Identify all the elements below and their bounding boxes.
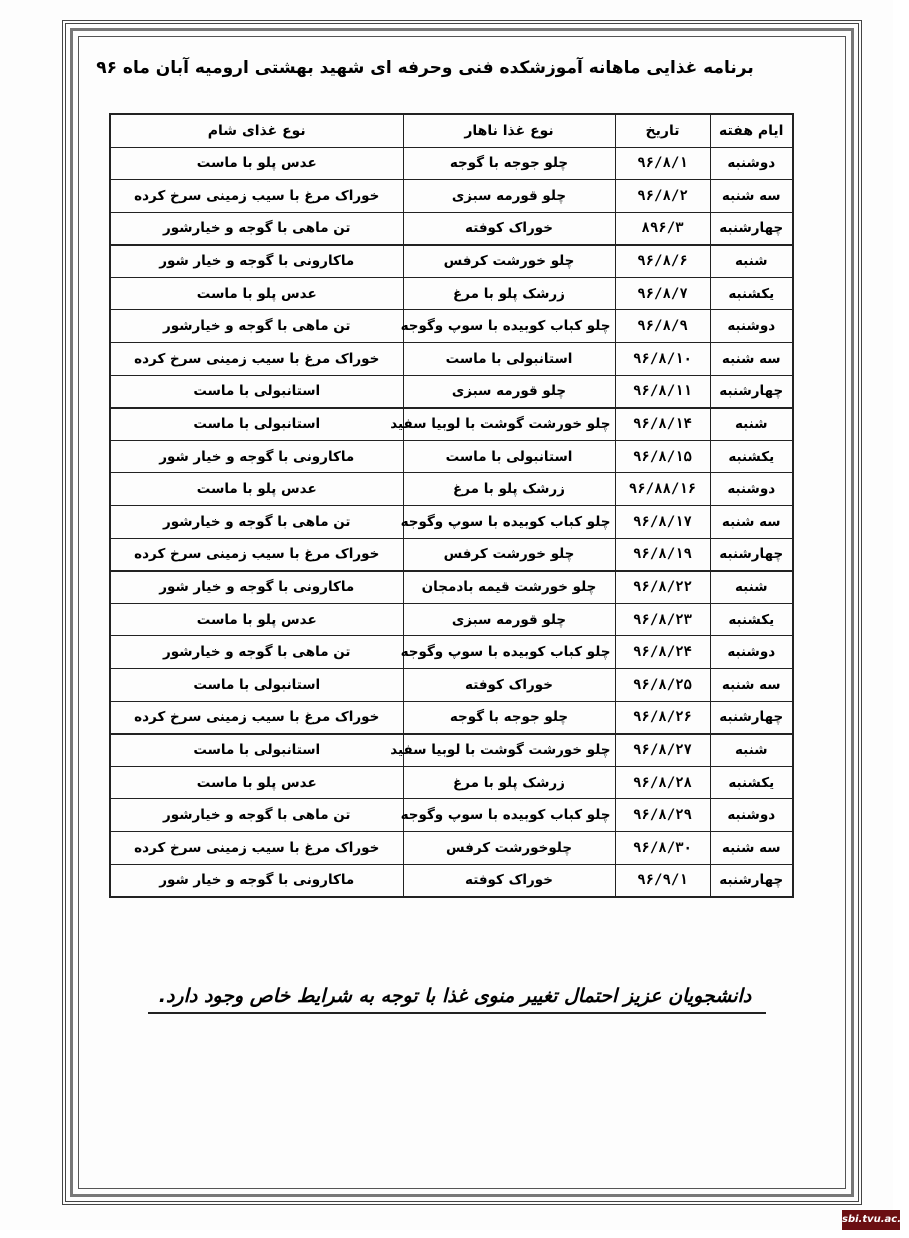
table-row xyxy=(110,375,793,408)
table-row xyxy=(110,147,793,180)
day-cell: چهارشنبه xyxy=(710,375,793,408)
dinner-cell: تن ماهی با گوجه و خیارشور xyxy=(110,212,403,245)
dinner-cell: عدس پلو با ماست xyxy=(110,766,403,799)
dinner-cell: عدس پلو با ماست xyxy=(110,603,403,636)
table-row xyxy=(110,212,793,245)
lunch-cell: خوراک کوفته xyxy=(403,864,615,897)
table-row xyxy=(110,766,793,799)
lunch-cell: خوراک کوفته xyxy=(403,212,615,245)
lunch-cell: چلو کباب کوبیده با سوپ وگوجه xyxy=(403,506,615,539)
table-row xyxy=(110,734,793,767)
table-row xyxy=(110,310,793,343)
lunch-cell: چلو کباب کوبیده با سوپ وگوجه xyxy=(403,636,615,669)
lunch-cell: استانبولی با ماست xyxy=(403,343,615,376)
day-cell: یکشنبه xyxy=(710,603,793,636)
lunch-cell: خوراک کوفته xyxy=(403,669,615,702)
dinner-cell: خوراک مرغ با سیب زمینی سرخ کرده xyxy=(110,701,403,734)
table-row xyxy=(110,473,793,506)
day-cell: سه شنبه xyxy=(710,831,793,864)
table-row xyxy=(110,864,793,897)
date-cell: ۹۶/۸/۱۱ xyxy=(615,375,710,408)
day-cell: یکشنبه xyxy=(710,766,793,799)
date-cell: ۹۶/۸/۱ xyxy=(615,147,710,180)
table-row xyxy=(110,180,793,213)
dinner-cell: ماکارونی با گوجه و خیار شور xyxy=(110,571,403,604)
table-row xyxy=(110,538,793,571)
day-cell: سه شنبه xyxy=(710,669,793,702)
date-cell: ۹۶/۸۸/۱۶ xyxy=(615,473,710,506)
day-cell: دوشنبه xyxy=(710,799,793,832)
date-cell: ۹۶/۸/۷ xyxy=(615,277,710,310)
dinner-cell: تن ماهی با گوجه و خیارشور xyxy=(110,799,403,832)
lunch-cell: چلو قورمه سبزی xyxy=(403,180,615,213)
table-row xyxy=(110,408,793,441)
date-cell: ۸۹۶/۳ xyxy=(615,212,710,245)
table-row xyxy=(110,506,793,539)
date-cell: ۹۶/۸/۲۴ xyxy=(615,636,710,669)
header-date: تاریخ xyxy=(615,114,710,147)
lunch-cell: چلو خورشت گوشت با لوبیا سفید xyxy=(403,734,615,767)
table-row xyxy=(110,636,793,669)
date-cell: ۹۶/۸/۱۷ xyxy=(615,506,710,539)
table-row xyxy=(110,245,793,278)
table-row xyxy=(110,343,793,376)
dinner-cell: ماکارونی با گوجه و خیار شور xyxy=(110,864,403,897)
dinner-cell: تن ماهی با گوجه و خیارشور xyxy=(110,636,403,669)
lunch-cell: زرشک پلو با مرغ xyxy=(403,766,615,799)
page-title: برنامه غذایی ماهانه آموزشکده فنی وحرفه ای شهید بهشتی ارومیه آبان ماه ۹۶ xyxy=(96,58,754,78)
date-cell: ۹۶/۸/۲۶ xyxy=(615,701,710,734)
lunch-cell: چلو قورمه سبزی xyxy=(403,375,615,408)
lunch-cell: چلو کباب کوبیده با سوپ وگوجه xyxy=(403,310,615,343)
day-cell: چهارشنبه xyxy=(710,212,793,245)
site-watermark: sbi.tvu.ac.ir xyxy=(842,1210,900,1230)
day-cell: دوشنبه xyxy=(710,473,793,506)
lunch-cell: زرشک پلو با مرغ xyxy=(403,473,615,506)
date-cell: ۹۶/۸/۹ xyxy=(615,310,710,343)
lunch-cell: استانبولی با ماست xyxy=(403,440,615,473)
table-row xyxy=(110,669,793,702)
lunch-cell: چلو خورشت کرفس xyxy=(403,245,615,278)
lunch-cell: چلو کباب کوبیده با سوپ وگوجه xyxy=(403,799,615,832)
day-cell: دوشنبه xyxy=(710,636,793,669)
day-cell: دوشنبه xyxy=(710,147,793,180)
dinner-cell: عدس پلو با ماست xyxy=(110,473,403,506)
header-day: ایام هفته xyxy=(710,114,793,147)
day-cell: سه شنبه xyxy=(710,180,793,213)
table-header-row xyxy=(110,114,793,147)
dinner-cell: استانبولی با ماست xyxy=(110,375,403,408)
lunch-cell: چلو خورشت گوشت با لوبیا سفید xyxy=(403,408,615,441)
table-row xyxy=(110,571,793,604)
day-cell: شنبه xyxy=(710,734,793,767)
day-cell: چهارشنبه xyxy=(710,864,793,897)
dinner-cell: خوراک مرغ با سیب زمینی سرخ کرده xyxy=(110,831,403,864)
day-cell: چهارشنبه xyxy=(710,538,793,571)
dinner-cell: خوراک مرغ با سیب زمینی سرخ کرده xyxy=(110,180,403,213)
date-cell: ۹۶/۹/۱ xyxy=(615,864,710,897)
date-cell: ۹۶/۸/۲۸ xyxy=(615,766,710,799)
dinner-cell: ماکارونی با گوجه و خیار شور xyxy=(110,245,403,278)
table-row xyxy=(110,440,793,473)
dinner-cell: تن ماهی با گوجه و خیارشور xyxy=(110,310,403,343)
lunch-cell: زرشک پلو با مرغ xyxy=(403,277,615,310)
day-cell: سه شنبه xyxy=(710,506,793,539)
lunch-cell: چلو خورشت کرفس xyxy=(403,538,615,571)
table-row xyxy=(110,603,793,636)
lunch-cell: چلوخورشت کرفس xyxy=(403,831,615,864)
date-cell: ۹۶/۸/۱۰ xyxy=(615,343,710,376)
dinner-cell: ماکارونی با گوجه و خیار شور xyxy=(110,440,403,473)
day-cell: یکشنبه xyxy=(710,277,793,310)
notice-underline xyxy=(148,1012,766,1014)
dinner-cell: خوراک مرغ با سیب زمینی سرخ کرده xyxy=(110,343,403,376)
day-cell: سه شنبه xyxy=(710,343,793,376)
date-cell: ۹۶/۸/۲ xyxy=(615,180,710,213)
date-cell: ۹۶/۸/۱۵ xyxy=(615,440,710,473)
dinner-cell: عدس پلو با ماست xyxy=(110,147,403,180)
meal-schedule-table xyxy=(109,113,794,898)
day-cell: دوشنبه xyxy=(710,310,793,343)
date-cell: ۹۶/۸/۲۳ xyxy=(615,603,710,636)
lunch-cell: چلو جوجه با گوجه xyxy=(403,701,615,734)
notice-text: دانشجویان عزیز احتمال تغییر منوی غذا با توجه به شرایط خاص وجود دارد. xyxy=(158,985,752,1007)
date-cell: ۹۶/۸/۲۹ xyxy=(615,799,710,832)
header-lunch: نوع غذا ناهار xyxy=(403,114,615,147)
header-dinner: نوع غذای شام xyxy=(110,114,403,147)
dinner-cell: استانبولی با ماست xyxy=(110,734,403,767)
table-row xyxy=(110,799,793,832)
date-cell: ۹۶/۸/۱۹ xyxy=(615,538,710,571)
table-row xyxy=(110,277,793,310)
lunch-cell: چلو قورمه سبزی xyxy=(403,603,615,636)
dinner-cell: خوراک مرغ با سیب زمینی سرخ کرده xyxy=(110,538,403,571)
table-row xyxy=(110,831,793,864)
table-row xyxy=(110,701,793,734)
lunch-cell: چلو خورشت قیمه بادمجان xyxy=(403,571,615,604)
dinner-cell: عدس پلو با ماست xyxy=(110,277,403,310)
date-cell: ۹۶/۸/۲۲ xyxy=(615,571,710,604)
day-cell: شنبه xyxy=(710,571,793,604)
dinner-cell: استانبولی با ماست xyxy=(110,669,403,702)
date-cell: ۹۶/۸/۳۰ xyxy=(615,831,710,864)
dinner-cell: تن ماهی با گوجه و خیارشور xyxy=(110,506,403,539)
day-cell: شنبه xyxy=(710,245,793,278)
day-cell: یکشنبه xyxy=(710,440,793,473)
date-cell: ۹۶/۸/۱۴ xyxy=(615,408,710,441)
table-body xyxy=(110,147,793,897)
day-cell: چهارشنبه xyxy=(710,701,793,734)
date-cell: ۹۶/۸/۲۷ xyxy=(615,734,710,767)
lunch-cell: چلو جوجه با گوجه xyxy=(403,147,615,180)
day-cell: شنبه xyxy=(710,408,793,441)
date-cell: ۹۶/۸/۶ xyxy=(615,245,710,278)
date-cell: ۹۶/۸/۲۵ xyxy=(615,669,710,702)
dinner-cell: استانبولی با ماست xyxy=(110,408,403,441)
